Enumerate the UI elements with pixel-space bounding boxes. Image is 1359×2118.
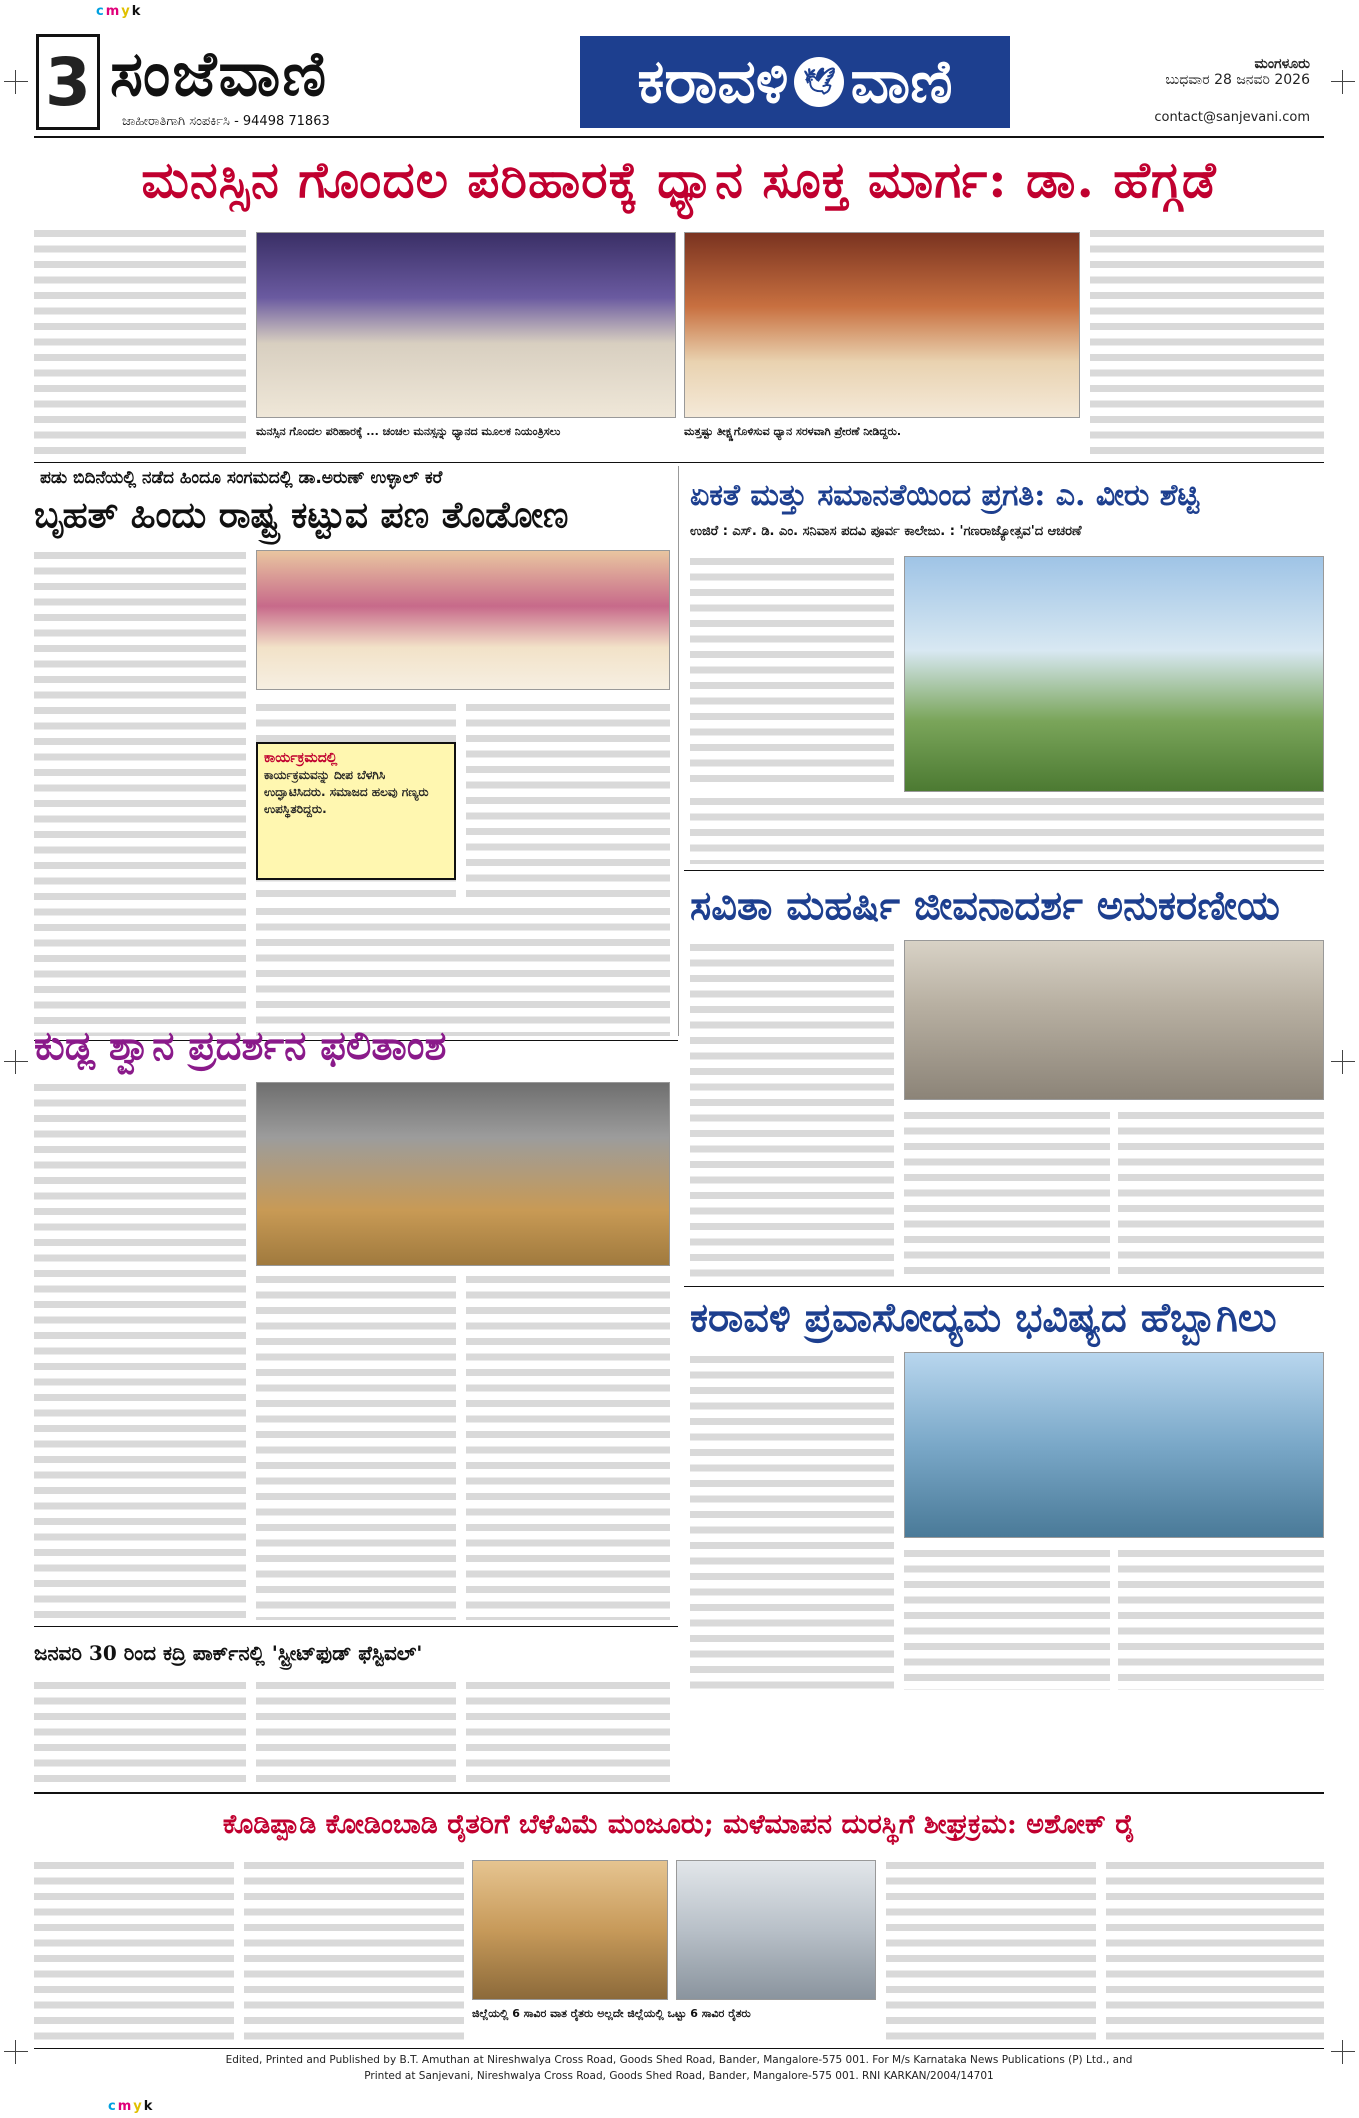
story8-caption: ಜಿಲ್ಲೆಯಲ್ಲಿ 6 ಸಾವಿರ ವಾತ ರೈತರು ಅಲ್ಲದೇ ಜಿಲ್ಲೆಯಲ್ಲಿ ಒಟ್ಟು 6 ಸಾವಿರ ರೈತರು <box>472 2007 751 2020</box>
story6-text-col1 <box>690 1352 894 1690</box>
story6-text-col2 <box>904 1546 1110 1690</box>
masthead-rule <box>34 136 1324 138</box>
imprint-footer <box>34 2052 1324 2084</box>
story7-text-col3 <box>466 1678 670 1788</box>
imprint-line-1: Edited, Printed and Published by B.T. Amuthan at Nireshwalya Cross Road, Goods Shed Road, Bander, Mangalore-575 001. For M/s Karnataka News Publications (P) Ltd., and <box>225 2054 1133 2066</box>
story8-text-col2 <box>244 1858 464 2044</box>
story5-text-col1 <box>34 1080 246 1620</box>
story5-text-col2 <box>256 1272 456 1620</box>
registration-mark <box>4 2040 28 2064</box>
story1-photo-stage <box>256 232 676 418</box>
registration-mark <box>1331 70 1355 94</box>
story3-text-col1 <box>690 554 894 790</box>
story5-text-col3 <box>466 1272 670 1620</box>
story2-highlight-box <box>256 742 456 880</box>
story2-text-col3 <box>466 700 670 900</box>
story2-kicker: ಪಡು ಬಿದಿನೆಯಲ್ಲಿ ನಡೆದ ಹಿಂದೂ ಸಂಗಮದಲ್ಲಿ ಡಾ.ಅರುಣ್ ಉಳ್ಳಾಲ್ ಕರೆ <box>40 468 443 488</box>
registration-mark <box>1331 1050 1355 1074</box>
page-number: 3 <box>36 34 100 130</box>
registration-mark <box>4 1050 28 1074</box>
story4-text-col1 <box>690 940 894 1280</box>
story8-headline: ಕೊಡಿಪ್ಪಾಡಿ ಕೋಡಿಂಬಾಡಿ ರೈತರಿಗೆ ಬೆಳೆವಿಮೆ ಮಂಜೂರು; ಮಳೆಮಾಪನ ದುರಸ್ಥಿಗೆ ಶೀಘ್ರಕ್ರಮ: ಅಶೋಕ್ ರೈ <box>222 1809 1136 1840</box>
story4-text-col2 <box>904 1108 1110 1280</box>
section-rule <box>34 1792 1324 1794</box>
story6-headline: ಕರಾವಳಿ ಪ್ರವಾಸೋದ್ಯಮ ಭವಿಷ್ಯದ ಹೆಬ್ಬಾಗಿಲು <box>690 1294 1277 1341</box>
box-title: ಕಾರ್ಯಕ್ರಮದಲ್ಲಿ <box>264 750 338 766</box>
city-name: ಮಂಗಳೂರು <box>1254 56 1310 72</box>
story2-text-col1 <box>34 548 246 1036</box>
masthead-info <box>1030 56 1310 125</box>
issue-date: ಬುಧವಾರ 28 ಜನವರಿ 2026 <box>1165 72 1310 88</box>
ad-contact: ಜಾಹೀರಾತಿಗಾಗಿ ಸಂಪರ್ಕಿಸಿ - 94498 71863 <box>122 114 330 129</box>
story7-text-col2 <box>256 1678 456 1788</box>
story7-headline: ಜನವರಿ 30 ರಿಂದ ಕದ್ರಿ ಪಾರ್ಕ್‌ನಲ್ಲಿ 'ಸ್ಟ್ರೀಟ್‌ಫುಡ್ ಫೆಸ್ಟಿವಲ್' <box>34 1641 423 1665</box>
section-rule <box>34 1626 678 1627</box>
story4-photo <box>904 940 1324 1100</box>
story3-photo-flag <box>904 556 1324 792</box>
karavali-vani-logo <box>580 36 1010 128</box>
story3-text-bottom <box>690 794 1324 864</box>
vani-title: ವಾಣಿ <box>850 47 953 117</box>
footer-rule <box>34 2048 1324 2049</box>
karavali-title: ಕರಾವಳಿ <box>637 47 789 117</box>
cmyk-strip-bottom: cmyk <box>108 2099 155 2114</box>
section-rule <box>34 462 1324 463</box>
section-rule <box>684 870 1324 871</box>
story3-headline: ಏಕತೆ ಮತ್ತು ಸಮಾನತೆಯಿಂದ ಪ್ರಗತಿ: ಎ. ವೀರು ಶೆಟ್ಟಿ <box>690 478 1200 513</box>
story5-headline: ಕುಡ್ಲ ಶ್ವಾನ ಪ್ರದರ್ಶನ ಫಲಿತಾಂಶ <box>34 1022 447 1069</box>
story1-text-col2 <box>1090 226 1324 456</box>
story3-kicker: ಉಜಿರೆ : ಎಸ್. ಡಿ. ಎಂ. ಸನಿವಾಸ ಪದವಿ ಪೂರ್ವ ಕಾಲೇಜು. : 'ಗಣರಾಜ್ಯೋತ್ಸವ'ದ ಆಚರಣೆ <box>690 524 1082 539</box>
sanjevani-logo <box>110 34 580 129</box>
story1-caption-left: ಮನಸ್ಸಿನ ಗೊಂದಲ ಪರಿಹಾರಕ್ಕೆ ... ಚಂಚಲ ಮನಸ್ಸನ್ನು ಧ್ಯಾನದ ಮೂಲಕ ನಿಯಂತ್ರಿಸಲು <box>256 425 561 438</box>
story6-text-col3 <box>1118 1546 1324 1690</box>
story1-text-col1 <box>34 226 246 456</box>
dove-icon: 🕊 <box>794 57 844 107</box>
registration-mark <box>4 70 28 94</box>
story4-text-col3 <box>1118 1108 1324 1280</box>
story8-photo-meeting <box>676 1860 876 2000</box>
story5-photo-dogs <box>256 1082 670 1266</box>
registration-mark <box>1331 2040 1355 2064</box>
story7-text-col1 <box>34 1678 246 1788</box>
story1-caption-right: ಮತ್ತಷ್ಟು ತೀಕ್ಷ್ಣಗೊಳಿಸುವ ಧ್ಯಾನ ಸರಳವಾಗಿ ಪ್ರೇರಣೆ ನೀಡಿದ್ದರು. <box>684 425 902 438</box>
cmyk-strip-top: cmyk <box>96 4 143 19</box>
story8-text-col4 <box>1106 1858 1324 2044</box>
main-headline: ಮನಸ್ಸಿನ ಗೊಂದಲ ಪರಿಹಾರಕ್ಕೆ ಧ್ಯಾನ ಸೂಕ್ತ ಮಾರ್ಗ: ಡಾ. ಹೆಗ್ಗಡೆ <box>141 150 1217 209</box>
story8-photo-minister <box>472 1860 668 2000</box>
story8-text-col3 <box>886 1858 1096 2044</box>
section-rule <box>684 1286 1324 1287</box>
story8-text-col1 <box>34 1858 234 2044</box>
story6-photo-boat <box>904 1352 1324 1538</box>
imprint-line-2: Printed at Sanjevani, Nireshwalya Cross Road, Goods Shed Road, Bander, Mangalore-575 001. RNI KARKAN/2004/14701 <box>364 2070 994 2082</box>
story2-headline: ಬೃಹತ್ ಹಿಂದು ರಾಷ್ಟ್ರ ಕಟ್ಟುವ ಪಣ ತೊಡೋಣ <box>34 494 569 536</box>
column-divider <box>678 466 679 1036</box>
sanjevani-title: ಸಂಜೆವಾಣಿ <box>110 37 329 110</box>
contact-email: contact@sanjevani.com <box>1154 110 1310 125</box>
story1-photo-lamp <box>684 232 1080 418</box>
box-text: ಕಾರ್ಯಕ್ರಮವನ್ನು ದೀಪ ಬೆಳಗಿಸಿ ಉದ್ಘಾಟಿಸಿದರು. ಸಮಾಜದ ಹಲವು ಗಣ್ಯರು ಉಪಸ್ಥಿತರಿದ್ದರು. <box>264 768 429 816</box>
story2-photo <box>256 550 670 690</box>
story4-headline: ಸವಿತಾ ಮಹರ್ಷಿ ಜೀವನಾದರ್ಶ ಅನುಕರಣೀಯ <box>690 882 1280 929</box>
